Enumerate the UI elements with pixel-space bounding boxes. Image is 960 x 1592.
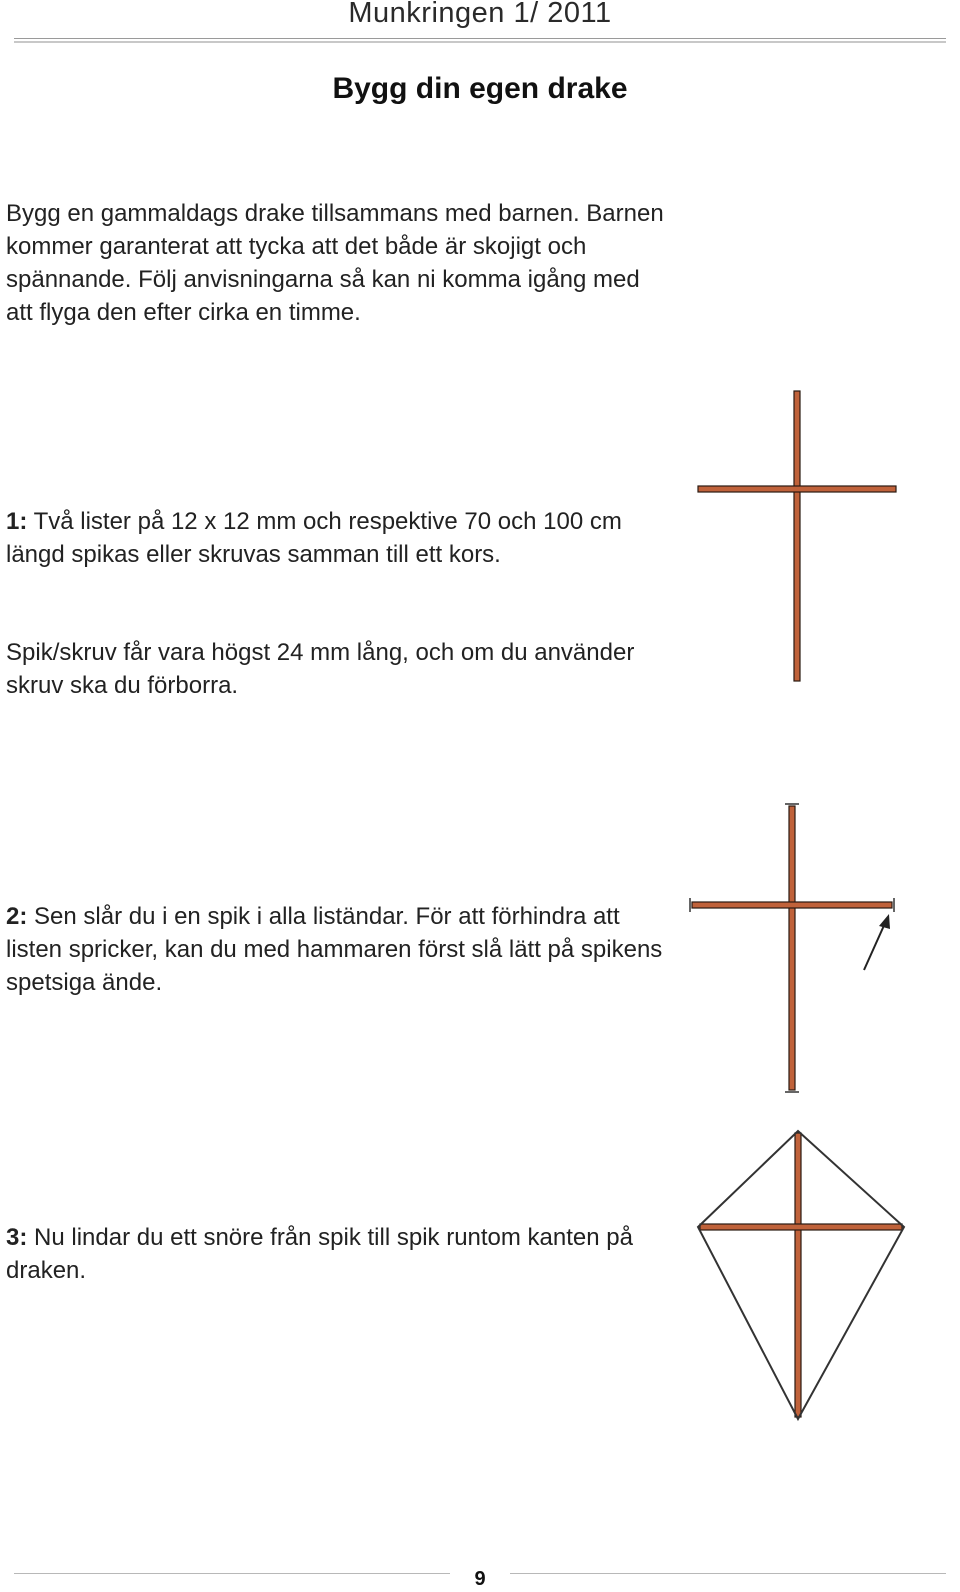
- publication-header: Munkringen 1/ 2011: [348, 0, 612, 29]
- figure-cross-with-nails: [680, 798, 910, 1098]
- step-1-body: Två lister på 12 x 12 mm och respektive 70 och 100 cm längd spikas eller skruvas samman till ett kors.: [6, 508, 622, 568]
- step-3-number: 3:: [6, 1224, 28, 1251]
- figure-kite: [690, 1125, 912, 1427]
- header-rule: [14, 38, 946, 43]
- cross-horizontal-stick: [698, 486, 896, 492]
- page-number: 9: [450, 1568, 510, 1591]
- figure-cross: [690, 385, 910, 685]
- step-2-number: 2:: [6, 903, 28, 930]
- step-2-text: [6, 900, 666, 999]
- kite-vertical-stick: [795, 1133, 801, 1417]
- nailed-vertical-stick: [789, 806, 795, 1090]
- step-2-body: Sen slår du i en spik i alla liständar. För att förhindra att listen spricker, kan du med hammaren först slå lätt på spikens spetsiga ände.: [6, 903, 663, 996]
- arrow-shaft: [864, 921, 886, 970]
- step-1-text: [6, 505, 656, 571]
- step-1-number: 1:: [6, 508, 28, 535]
- step-1-note: Spik/skruv får vara högst 24 mm lång, och om du använder skruv ska du förborra.: [6, 639, 635, 699]
- cross-vertical-stick: [794, 391, 800, 681]
- kite-horizontal-stick: [700, 1224, 902, 1230]
- step-3-text: [6, 1221, 646, 1287]
- intro-paragraph: Bygg en gammaldags drake tillsammans med barnen. Barnen kommer garanterat att tycka att det både är skojigt och spännande. Följ anvisningarna så kan ni komma igång med att flyga den efter cirka en timme.: [6, 200, 664, 326]
- arrow-head: [879, 914, 890, 929]
- page-title: Bygg din egen drake: [332, 72, 628, 105]
- step-3-body: Nu lindar du ett snöre från spik till spik runtom kanten på draken.: [6, 1224, 633, 1284]
- nailed-horizontal-stick: [692, 902, 892, 908]
